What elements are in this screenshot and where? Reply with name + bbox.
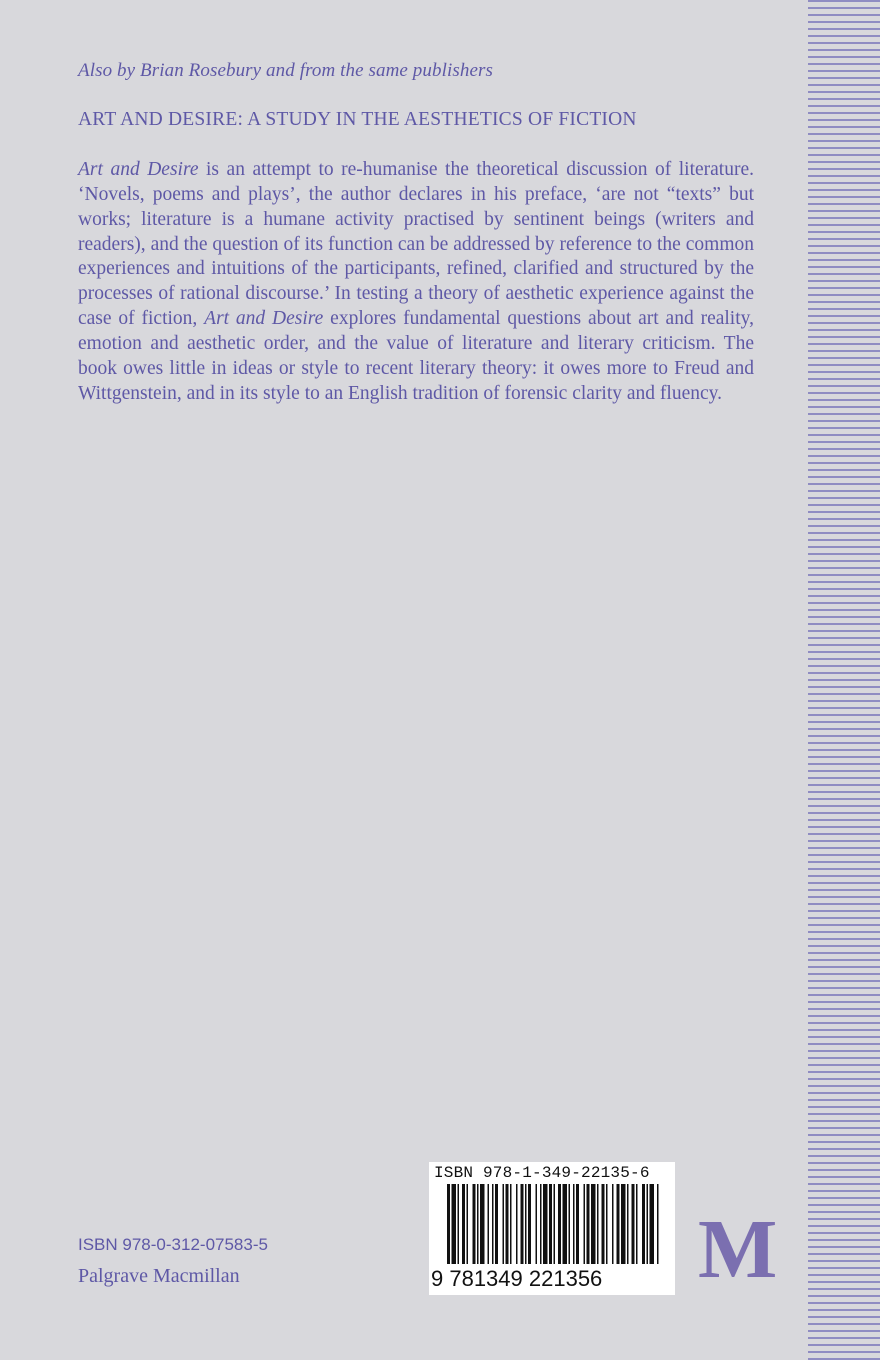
barcode-bar	[576, 1184, 579, 1264]
barcode-bar	[632, 1184, 635, 1264]
barcode-bar	[657, 1184, 659, 1264]
barcode-bar	[563, 1184, 568, 1264]
striped-spine-band	[808, 0, 880, 1360]
barcode-bar	[573, 1184, 575, 1264]
barcode-bar	[636, 1184, 638, 1264]
barcode-bar	[521, 1184, 524, 1264]
barcode-bar	[554, 1184, 556, 1264]
macmillan-logo: M	[698, 1203, 778, 1296]
barcode-bar	[462, 1184, 465, 1264]
barcode-bar	[492, 1184, 494, 1264]
barcode-bar	[647, 1184, 649, 1264]
barcode-bar	[506, 1184, 509, 1264]
barcode-bar	[549, 1184, 552, 1264]
barcode-isbn-text: ISBN 978-1-349-22135-6	[434, 1164, 650, 1182]
barcode-bar	[591, 1184, 596, 1264]
barcode-bar	[540, 1184, 542, 1264]
barcode-bar	[488, 1184, 490, 1264]
barcode-bar	[587, 1184, 590, 1264]
barcode-bar	[627, 1184, 629, 1264]
barcode-bar	[621, 1184, 626, 1264]
isbn-label: ISBN 978-0-312-07583-5	[78, 1235, 268, 1254]
barcode-bar	[642, 1184, 645, 1264]
barcode-bar	[458, 1184, 460, 1264]
publisher-name: Palgrave Macmillan	[78, 1265, 240, 1287]
barcode-bar	[480, 1184, 485, 1264]
barcode-bar	[528, 1184, 531, 1264]
barcode-digits: 9 781349 221356	[431, 1266, 603, 1291]
barcode-bar	[495, 1184, 498, 1264]
barcode-bar	[473, 1184, 476, 1264]
barcode-bar	[650, 1184, 655, 1264]
barcode-label	[429, 1162, 675, 1295]
barcode-bar	[617, 1184, 620, 1264]
barcode-bar	[606, 1184, 608, 1264]
barcode-bar	[447, 1184, 450, 1264]
related-book-title: ART AND DESIRE: A STUDY IN THE AESTHETICS OF FICTION	[78, 109, 637, 130]
blurb-title-italic: Art and Desire	[204, 308, 324, 330]
barcode-bar	[452, 1184, 457, 1264]
barcode-bar	[597, 1184, 599, 1264]
barcode-bar	[503, 1184, 505, 1264]
book-description	[78, 158, 754, 406]
barcode-bar	[536, 1184, 538, 1264]
blurb-text-part-1: is an attempt to re-humanise the theoretical discussion of literature. ‘Novels, poems and plays’, the author declares in his preface, ‘are not “texts” but works; literature is a humane activity practised by sentinent beings (writers and readers), and the question of its function can be addressed by reference to the common experiences and intuitions of the participants, refined, clarified and structured by the processes of rational discourse.’ In testing a theory of aesthetic experience against the case of fiction,	[78, 159, 754, 330]
barcode-icon	[429, 1184, 675, 1264]
barcode-bar	[510, 1184, 512, 1264]
barcode-bar	[569, 1184, 571, 1264]
barcode-bar	[584, 1184, 586, 1264]
blurb-text-part-2: explores fundamental questions about art and reality, emotion and aesthetic order, and the value of literature and literary criticism. The book owes little in ideas or style to recent literary theory: it owes more to Freud and Wittgenstein, and in its style to an English tradition of forensic clarity and fluency.	[78, 308, 754, 404]
barcode-bar	[525, 1184, 527, 1264]
barcode-bar	[543, 1184, 548, 1264]
also-by-heading: Also by Brian Rosebury and from the same publishers	[78, 60, 493, 81]
barcode-bar	[467, 1184, 469, 1264]
barcode-bar	[612, 1184, 614, 1264]
barcode-bar	[558, 1184, 561, 1264]
blurb-title-italic: Art and Desire	[78, 159, 199, 180]
barcode-bar	[516, 1184, 518, 1264]
barcode-bar	[602, 1184, 605, 1264]
barcode-bar	[477, 1184, 479, 1264]
